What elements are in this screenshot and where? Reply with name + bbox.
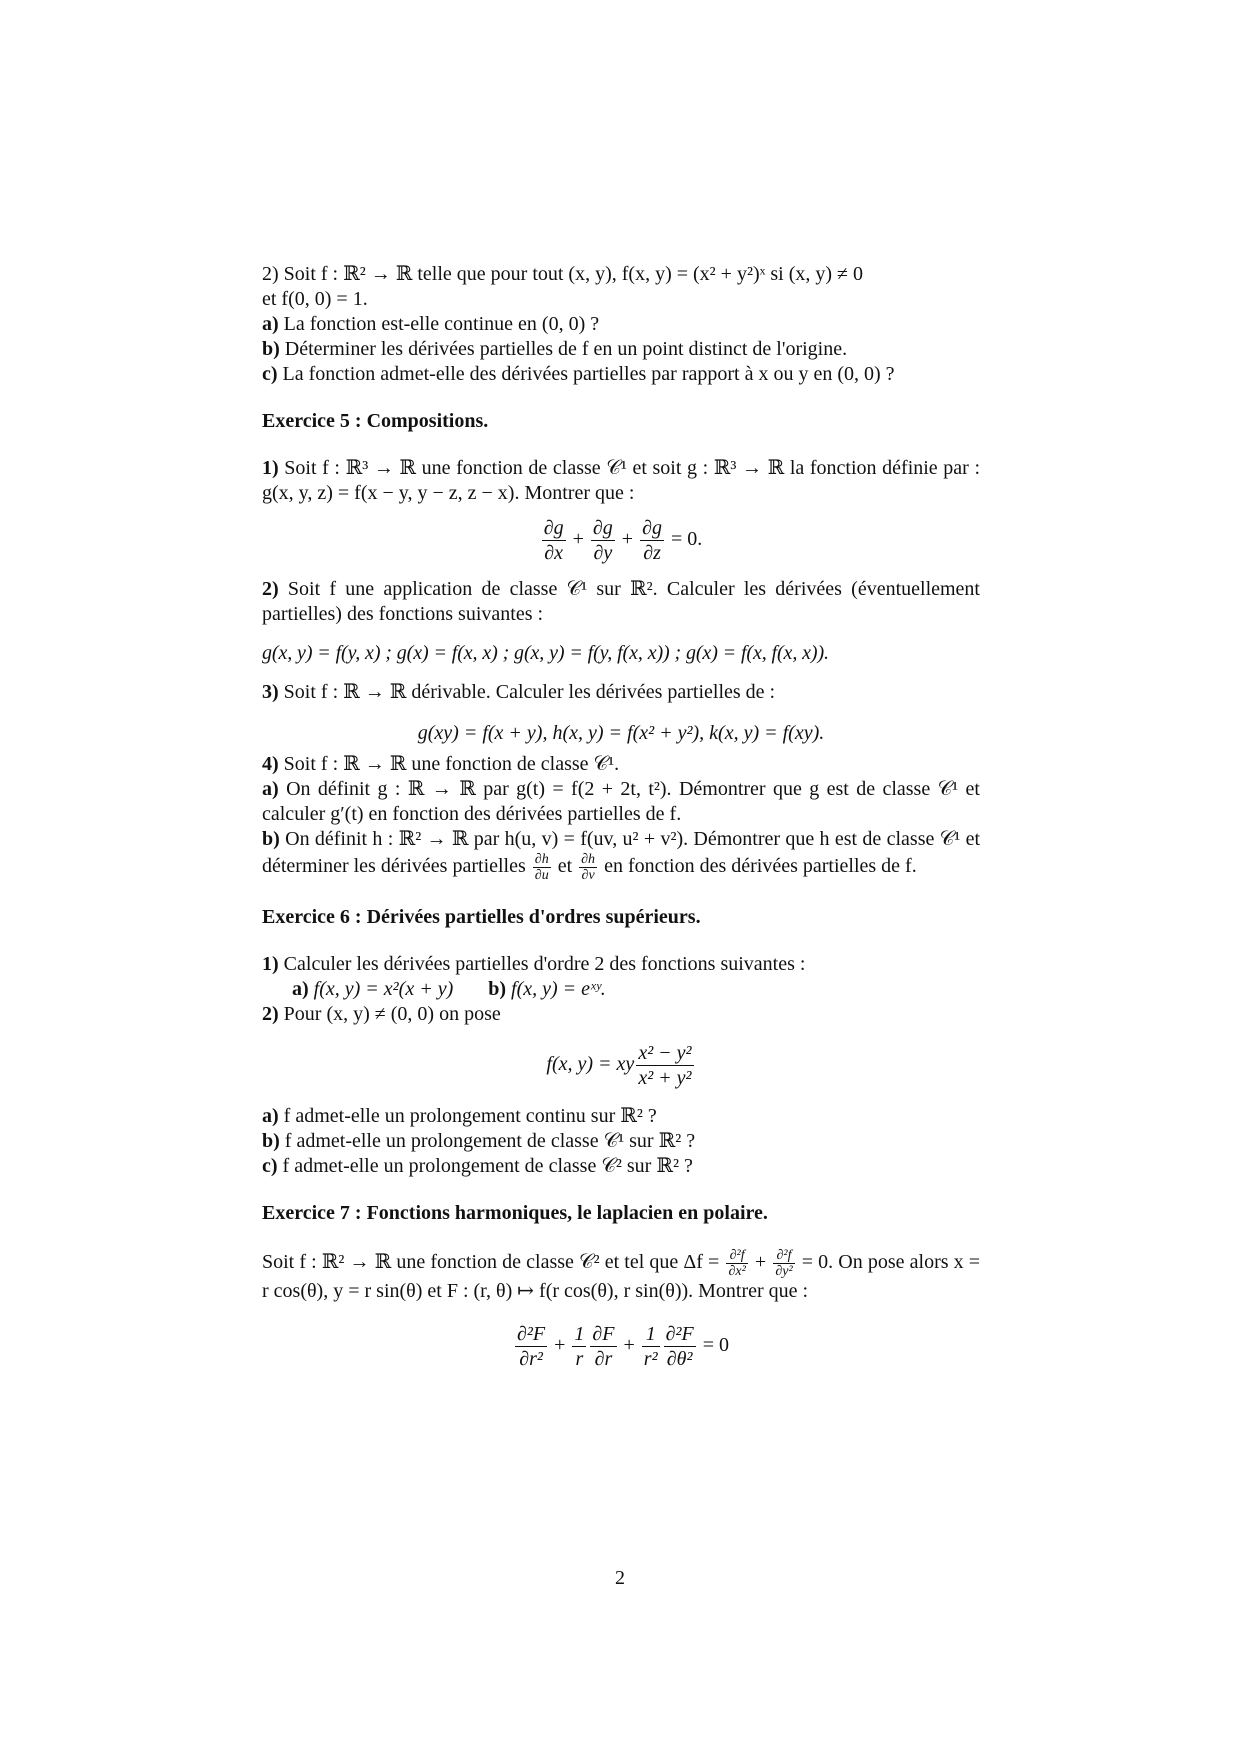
- ex5-title: Exercice 5 : Compositions.: [262, 410, 489, 432]
- frac-ratio: $\frac{\text{x² − y²}}{\text{x² + y²}}$: [638, 1042, 692, 1089]
- label-1: 1): [262, 953, 279, 975]
- ex6-q1-b: f(x, y) = eˣʸ.: [511, 978, 606, 1000]
- frac-dg-dy: $\frac{\partial g}{\partial y}$: [592, 517, 613, 564]
- ex5-q4-b-text2: en fonction des dérivées partielles de f.: [604, 855, 917, 878]
- ex5-q4-b: [262, 827, 980, 883]
- label-4: 4): [262, 753, 279, 775]
- ex6-q2-equation: f(x, y) = xy $\frac{\text{x² − y²}}{\text{x² + y²}}$: [546, 1042, 692, 1089]
- ex6-q1-a: f(x, y) = x²(x + y): [313, 978, 454, 1000]
- ex5-q2-equation: g(x, y) = f(y, x) ; g(x) = f(x, x) ; g(x, y) = f(y, f(x, x)) ; g(x) = f(x, f(x, x)).: [262, 642, 829, 664]
- ex5-q2: [262, 577, 980, 627]
- label-a: a): [262, 313, 279, 335]
- ex6-q2-a: [262, 1104, 980, 1129]
- page-number: 2: [615, 1567, 625, 1589]
- ex5-q4-text: Soit f : ℝ → ℝ une fonction de classe 𝒞¹.: [283, 753, 620, 775]
- ex5-q1-text: Soit f : ℝ³ → ℝ une fonction de classe 𝒞¹ et soit g : ℝ³ → ℝ la fonction définie par : g(x, y, z) = f(x − y, y − z, z − x). Montrer que :: [262, 457, 981, 504]
- frac-dF-dr: $\frac{\partial F}{\partial r}$: [592, 1323, 615, 1370]
- ex5-q3-equation: g(xy) = f(x + y), h(x, y) = f(x² + y²), k(x, y) = f(xy).: [417, 722, 825, 744]
- label-a: a): [262, 778, 279, 800]
- frac-1-r: $\frac{1}{r}$: [574, 1323, 585, 1370]
- ex5-q2-text: Soit f une application de classe 𝒞¹ sur ℝ². Calculer les dérivées (éventuellement partielles) des fonctions suivantes :: [262, 578, 980, 625]
- frac-dg-dz: $\frac{\partial g}{\partial z}$: [642, 517, 662, 564]
- ex5-q4-a-text: On définit g : ℝ → ℝ par g(t) = f(2 + 2t, t²). Démontrer que g est de classe 𝒞¹ et calculer g′(t) en fonction des dérivées partielles de f.: [262, 778, 980, 825]
- ex6-q1-items: [262, 977, 980, 1002]
- ex5-q1-equation: $\frac{\partial g}{\partial x}$ + $\frac{\partial g}{\partial y}$ + $\frac{\partial g}{\partial z}$ = 0.: [543, 517, 703, 564]
- ex7-text-2: = 0. On pose alors x = r cos(θ), y = r sin(θ) et F : (r, θ) ↦ f(r cos(θ), r sin(θ)). Montrer que :: [262, 1251, 981, 1302]
- ex4-q2-c: [262, 362, 980, 387]
- frac-1-r2: $\frac{1}{\text{r²}}$: [643, 1323, 658, 1370]
- ex4-q2-line2: et f(0, 0) = 1.: [262, 288, 368, 310]
- ex5-q4-b-text1: On définit h : ℝ² → ℝ par h(u, v) = f(uv, u² + v²). Démontrer que h est de classe 𝒞¹ et déterminer les dérivées partielles: [262, 828, 981, 878]
- ex6-q1-text: Calculer les dérivées partielles d'ordre 2 des fonctions suivantes :: [283, 953, 806, 975]
- frac-d2F-dr2: $\frac{\text{∂²F}}{\text{∂r²}}$: [517, 1323, 546, 1370]
- ex7-text-1: Soit f : ℝ² → ℝ une fonction de classe 𝒞² et tel que Δf =: [262, 1251, 720, 1274]
- label-1: 1): [262, 457, 279, 479]
- ex7-equation: $\frac{\text{∂²F}}{\text{∂r²}}$ + $\frac{1}{r}$ $\frac{\partial F}{\partial r}$ + $\frac{1}{\text{r²}}$ $\frac{\text{∂²F}}{\text{∂θ²}}$ = 0: [517, 1323, 729, 1370]
- label-c: c): [262, 363, 278, 385]
- ex5-q3-text: Soit f : ℝ → ℝ dérivable. Calculer les dérivées partielles de :: [283, 681, 776, 703]
- ex4-q2-a: [262, 312, 980, 337]
- ex6-q2-c: [262, 1154, 980, 1179]
- ex6-q2-text: Pour (x, y) ≠ (0, 0) on pose: [283, 1003, 501, 1025]
- frac-d2f-dy2: $\frac{\text{∂²f}}{\text{∂y²}}$: [775, 1248, 793, 1279]
- ex5-q4: [262, 752, 980, 777]
- ex4-q2-a-text: La fonction est-elle continue en (0, 0) ?: [283, 313, 600, 335]
- ex6-q1: [262, 952, 980, 977]
- ex4-q2-b-text: Déterminer les dérivées partielles de f en un point distinct de l'origine.: [284, 338, 848, 360]
- ex5-q3: [262, 680, 980, 705]
- ex6-q2-a-text: f admet-elle un prolongement continu sur ℝ² ?: [283, 1105, 657, 1127]
- ex6-q2-b: [262, 1129, 980, 1154]
- frac-dg-dx: $\frac{\partial g}{\partial x}$: [543, 517, 564, 564]
- ex6-title: Exercice 6 : Dérivées partielles d'ordres supérieurs.: [262, 906, 701, 928]
- label-c: c): [262, 1155, 278, 1177]
- ex5-q4-b-et: et: [557, 855, 573, 878]
- label-b: b): [262, 1130, 280, 1152]
- ex7-title: Exercice 7 : Fonctions harmoniques, le laplacien en polaire.: [262, 1202, 768, 1224]
- ex4-q2-c-text: La fonction admet-elle des dérivées partielles par rapport à x ou y en (0, 0) ?: [282, 363, 895, 385]
- frac-dh-du: $\frac{\partial h}{\partial u}$: [534, 852, 549, 883]
- label-a: a): [262, 1105, 279, 1127]
- ex6-q2-b-text: f admet-elle un prolongement de classe 𝒞¹ sur ℝ² ?: [284, 1130, 696, 1152]
- label-3: 3): [262, 681, 279, 703]
- label-b: b): [488, 978, 507, 1000]
- frac-d2f-dx2: $\frac{\text{∂²f}}{\text{∂x²}}$: [728, 1248, 746, 1279]
- label-b: b): [262, 338, 280, 360]
- label-2: 2): [262, 1003, 279, 1025]
- ex7-text: Soit f : ℝ² → ℝ une fonction de classe 𝒞² et tel que Δf = $\frac{\text{∂²f}}{\text{∂x²}}$ + $\frac{\text{∂²f}}{\text{∂y²}}$ = 0. On pose alors x = r cos(θ), y = r sin(θ) et F : (r, θ) ↦ f(r cos(θ), r sin(θ)). Montrer que :: [262, 1248, 981, 1302]
- ex5-q1: [262, 456, 980, 506]
- label-b: b): [262, 828, 280, 850]
- frac-d2F-dth2: $\frac{\text{∂²F}}{\text{∂θ²}}$: [665, 1323, 694, 1370]
- label-a: a): [292, 978, 309, 1000]
- ex6-q2-c-text: f admet-elle un prolongement de classe 𝒞² sur ℝ² ?: [282, 1155, 693, 1177]
- ex6-q2: [262, 1002, 980, 1027]
- document-body: [262, 262, 980, 1371]
- ex4-q2-line1: 2) Soit f : ℝ² → ℝ telle que pour tout (x, y), f(x, y) = (x² + y²)ˣ si (x, y) ≠ 0: [262, 263, 864, 285]
- frac-dh-dv: $\frac{\partial h}{\partial v}$: [581, 852, 596, 883]
- ex4-q2-b: [262, 337, 980, 362]
- label-2: 2): [262, 578, 279, 600]
- ex5-q4-a: [262, 777, 980, 827]
